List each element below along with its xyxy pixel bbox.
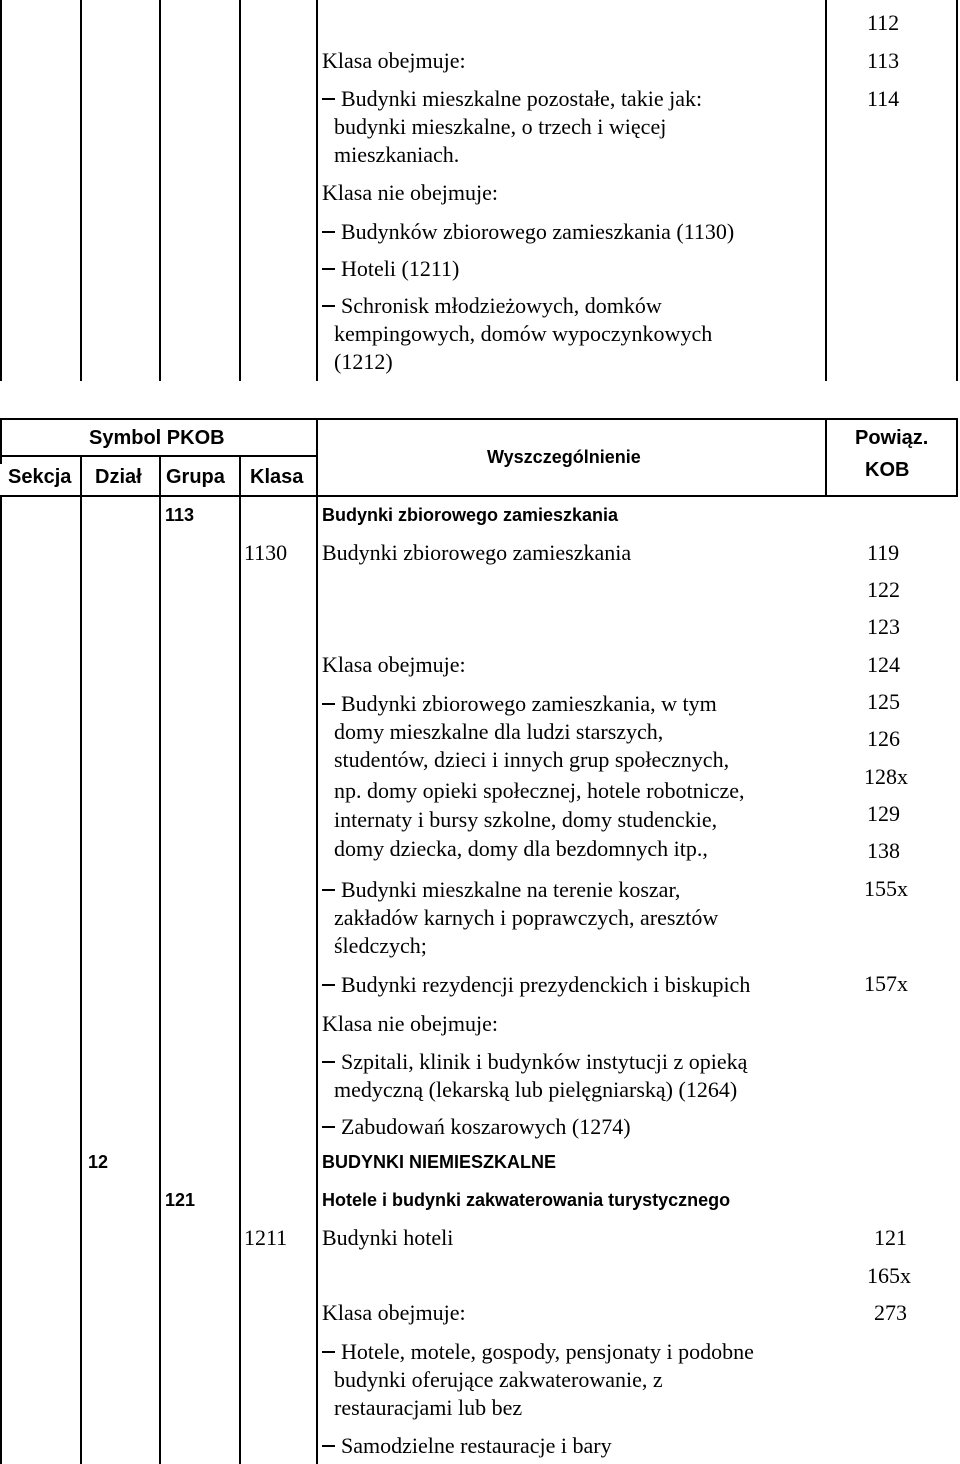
grid-line [0, 495, 958, 497]
grid-line [316, 0, 318, 381]
includes-item-line: domy dziecka, domy dla bezdomnych itp., [334, 836, 708, 861]
header-grupa: Grupa [166, 466, 225, 488]
excludes-label: Klasa nie obejmuje: [322, 180, 498, 205]
header-klasa: Klasa [250, 466, 304, 488]
grid-line [316, 418, 318, 1464]
includes-item-line: np. domy opieki społecznej, hotele robotnicze, [334, 778, 745, 803]
kob-code: 165x [867, 1263, 911, 1288]
header-powiaz: Powiąz. [855, 427, 929, 449]
excludes-item-line: medyczną (lekarską lub pielęgniarską) (1264) [334, 1077, 738, 1102]
kob-code: 112 [867, 10, 900, 35]
group-code: 113 [165, 505, 195, 525]
includes-item-line: domy mieszkalne dla ludzi starszych, [334, 719, 664, 744]
kob-code: 273 [874, 1300, 907, 1325]
excludes-item-line: kempingowych, domów wypoczynkowych [334, 321, 713, 346]
includes-item-line: mieszkaniach. [334, 142, 460, 167]
kob-code: 124 [867, 652, 900, 677]
includes-label: Klasa obejmuje: [322, 48, 466, 73]
includes-item-line: Budynki rezydencji prezydenckich i biskupich [341, 972, 751, 997]
kob-code: 155x [864, 876, 908, 901]
group-title: Hotele i budynki zakwaterowania turystycznego [322, 1190, 731, 1210]
kob-code: 138 [867, 838, 900, 863]
dash-bullet [322, 1126, 335, 1128]
excludes-item-line: (1212) [334, 349, 393, 374]
kob-code: 119 [867, 540, 900, 565]
header-sekcja: Sekcja [8, 466, 72, 488]
includes-label: Klasa obejmuje: [322, 1300, 466, 1325]
grid-line [0, 418, 2, 464]
kob-code: 157x [864, 971, 908, 996]
dash-bullet [322, 231, 335, 233]
header-wyszczegolnienie: Wyszczególnienie [487, 447, 641, 467]
header-symbol-pkob: Symbol PKOB [89, 427, 225, 449]
includes-item-line: Hotele, motele, gospody, pensjonaty i podobne [341, 1339, 754, 1364]
grid-line [0, 418, 958, 420]
includes-item-line: Samodzielne restauracje i bary [341, 1433, 612, 1458]
class-title: Budynki hoteli [322, 1225, 454, 1250]
section-code: 12 [88, 1152, 109, 1172]
grid-line [956, 418, 958, 497]
kob-code: 128x [864, 764, 908, 789]
kob-code: 113 [867, 48, 900, 73]
kob-code: 129 [867, 801, 900, 826]
dash-bullet [322, 1445, 335, 1447]
dash-bullet [322, 889, 335, 891]
dash-bullet [322, 305, 335, 307]
includes-item-line: Budynki zbiorowego zamieszkania, w tym [341, 691, 717, 716]
class-title: Budynki zbiorowego zamieszkania [322, 540, 632, 565]
includes-item-line: budynki mieszkalne, o trzech i więcej [334, 114, 667, 139]
excludes-item-line: Szpitali, klinik i budynków instytucji z opieką [341, 1049, 748, 1074]
grid-line [825, 418, 827, 497]
dash-bullet [322, 984, 335, 986]
group-code: 121 [165, 1190, 196, 1210]
dash-bullet [322, 1061, 335, 1063]
class-code: 1211 [244, 1225, 288, 1250]
section-title: BUDYNKI NIEMIESZKALNE [322, 1152, 557, 1172]
grid-line [80, 0, 82, 381]
grid-line [825, 0, 827, 381]
kob-code: 121 [874, 1225, 907, 1250]
group-title: Budynki zbiorowego zamieszkania [322, 505, 619, 525]
grid-line [80, 456, 82, 1464]
grid-line [0, 455, 318, 457]
includes-item-line: studentów, dzieci i innych grup społecznych, [334, 747, 730, 772]
grid-line [0, 497, 2, 1464]
excludes-item-line: Hoteli (1211) [341, 256, 460, 281]
dash-bullet [322, 98, 335, 100]
grid-line [159, 0, 161, 381]
includes-item-line: Budynki mieszkalne na terenie koszar, [341, 877, 681, 902]
grid-line [0, 0, 2, 381]
kob-code: 122 [867, 577, 900, 602]
grid-line [239, 456, 241, 1464]
kob-code: 126 [867, 726, 900, 751]
header-kob: KOB [865, 459, 910, 481]
includes-item-line: budynki oferujące zakwaterowanie, z [334, 1367, 663, 1392]
kob-code: 114 [867, 86, 900, 111]
excludes-item-line: Budynków zbiorowego zamieszkania (1130) [341, 219, 735, 244]
excludes-item-line: Schronisk młodzieżowych, domków [341, 293, 662, 318]
includes-label: Klasa obejmuje: [322, 652, 466, 677]
grid-line [956, 0, 958, 381]
excludes-label: Klasa nie obejmuje: [322, 1011, 498, 1036]
dash-bullet [322, 703, 335, 705]
grid-line [239, 0, 241, 381]
includes-item-line: zakładów karnych i poprawczych, aresztów [334, 905, 719, 930]
includes-item-line: internaty i bursy szkolne, domy studenckie, [334, 807, 718, 832]
excludes-item-line: Zabudowań koszarowych (1274) [341, 1114, 631, 1139]
includes-item-line: restauracjami lub bez [334, 1395, 523, 1420]
kob-code: 125 [867, 689, 900, 714]
includes-item-line: Budynki mieszkalne pozostałe, takie jak: [341, 86, 703, 111]
includes-item-line: śledczych; [334, 933, 427, 958]
kob-code: 123 [867, 614, 900, 639]
grid-line [159, 456, 161, 1464]
header-dzial: Dział [95, 466, 142, 488]
dash-bullet [322, 268, 335, 270]
dash-bullet [322, 1351, 335, 1353]
class-code: 1130 [244, 540, 288, 565]
